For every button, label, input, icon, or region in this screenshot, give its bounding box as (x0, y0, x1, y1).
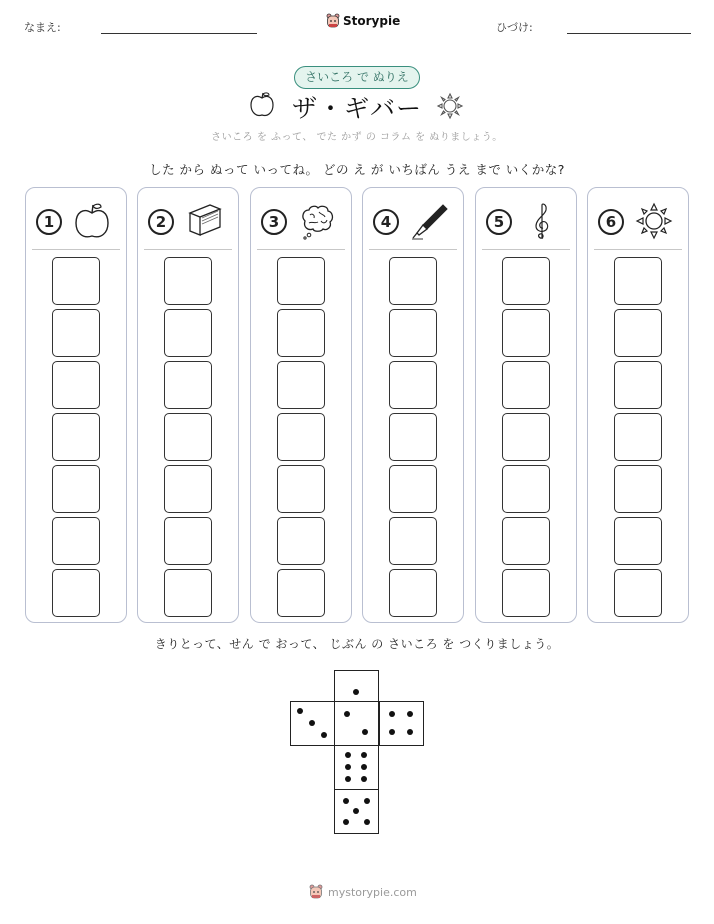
coloring-cell[interactable] (52, 361, 100, 409)
storypie-mascot-icon (326, 13, 340, 29)
coloring-cell[interactable] (502, 517, 550, 565)
column-number: 3 (261, 209, 287, 235)
column-divider (257, 249, 345, 250)
column-divider (482, 249, 570, 250)
column-divider (594, 249, 682, 250)
dice-face-6 (334, 745, 379, 790)
dice-column-3 (250, 187, 352, 623)
coloring-cell[interactable] (502, 257, 550, 305)
dice-pip (389, 729, 395, 735)
coloring-cell[interactable] (389, 257, 437, 305)
storypie-mascot-icon (308, 884, 324, 900)
dice-pip (361, 764, 367, 770)
dice-face-2 (334, 701, 379, 746)
coloring-cell[interactable] (52, 309, 100, 357)
dice-pip (344, 711, 350, 717)
coloring-cell[interactable] (277, 465, 325, 513)
coloring-cell[interactable] (614, 413, 662, 461)
coloring-cell[interactable] (389, 413, 437, 461)
column-header (373, 205, 455, 249)
sun-icon (634, 201, 674, 241)
coloring-cell[interactable] (164, 569, 212, 617)
column-divider (369, 249, 457, 250)
coloring-cell[interactable] (502, 361, 550, 409)
dice-pip (343, 819, 349, 825)
dice-pip (353, 689, 359, 695)
name-line[interactable] (101, 33, 257, 34)
dice-pip (361, 752, 367, 758)
footer (308, 884, 417, 900)
dice-face-5 (334, 789, 379, 834)
coloring-cell[interactable] (164, 413, 212, 461)
coloring-cell[interactable] (502, 465, 550, 513)
coloring-cell[interactable] (164, 517, 212, 565)
column-header (148, 205, 230, 249)
coloring-cell[interactable] (502, 309, 550, 357)
coloring-cell[interactable] (614, 517, 662, 565)
cut-instruction: きりとって、せん で おって、 じぶん の さいころ を つくりましょう。 (154, 637, 560, 651)
coloring-cell[interactable] (277, 309, 325, 357)
column-divider (32, 249, 120, 250)
coloring-cell[interactable] (164, 361, 212, 409)
sun-icon (436, 92, 464, 120)
book-icon (184, 201, 224, 241)
dice-face-3 (290, 701, 335, 746)
brand-logo (326, 13, 400, 29)
dice-pip (407, 711, 413, 717)
brand-name: Storypie (343, 14, 401, 28)
column-header (486, 205, 568, 249)
coloring-cell[interactable] (614, 309, 662, 357)
coloring-cell[interactable] (389, 569, 437, 617)
coloring-cell[interactable] (52, 517, 100, 565)
column-number: 6 (598, 209, 624, 235)
coloring-cell[interactable] (277, 569, 325, 617)
coloring-cell[interactable] (614, 465, 662, 513)
dice-face-4 (379, 701, 424, 746)
coloring-cell[interactable] (614, 257, 662, 305)
coloring-cell[interactable] (52, 413, 100, 461)
dice-pip (353, 808, 359, 814)
coloring-cell[interactable] (277, 361, 325, 409)
coloring-cell[interactable] (389, 309, 437, 357)
coloring-cell[interactable] (277, 257, 325, 305)
coloring-cell[interactable] (164, 257, 212, 305)
coloring-cell[interactable] (52, 569, 100, 617)
dice-pip (345, 776, 351, 782)
apple-icon (72, 201, 112, 241)
dice-pip (343, 798, 349, 804)
name-label: なまえ: (24, 21, 61, 34)
dice-column-1 (25, 187, 127, 623)
coloring-cell[interactable] (277, 413, 325, 461)
column-number: 4 (373, 209, 399, 235)
dice-column-2 (137, 187, 239, 623)
dice-pip (321, 732, 327, 738)
dice-pip (309, 720, 315, 726)
date-label: ひづけ: (496, 21, 533, 34)
dice-pip (364, 798, 370, 804)
dice-pip (345, 764, 351, 770)
dice-column-6 (587, 187, 689, 623)
coloring-cell[interactable] (164, 309, 212, 357)
coloring-cell[interactable] (389, 465, 437, 513)
coloring-cell[interactable] (52, 257, 100, 305)
dice-column-4 (362, 187, 464, 623)
dice-pip (361, 776, 367, 782)
brain-icon (297, 201, 337, 241)
column-header (36, 205, 118, 249)
column-divider (144, 249, 232, 250)
column-header (598, 205, 680, 249)
coloring-cell[interactable] (502, 569, 550, 617)
coloring-cell[interactable] (277, 517, 325, 565)
dice-pip (345, 752, 351, 758)
dice-pip (297, 708, 303, 714)
treble-clef-icon (522, 201, 562, 241)
instruction: した から ぬって いってね。 どの え が いちばん うえ まで いくかな? (149, 162, 565, 177)
page-title: ザ・ギバー (291, 94, 422, 123)
dice-column-5 (475, 187, 577, 623)
coloring-cell[interactable] (614, 569, 662, 617)
coloring-cell[interactable] (164, 465, 212, 513)
coloring-cell[interactable] (52, 465, 100, 513)
subtitle-badge: さいころ で ぬりえ (294, 66, 420, 89)
date-line[interactable] (567, 33, 691, 34)
dice-pip (407, 729, 413, 735)
dice-pip (362, 729, 368, 735)
coloring-cell[interactable] (502, 413, 550, 461)
column-number: 5 (486, 209, 512, 235)
column-number: 1 (36, 209, 62, 235)
column-header (261, 205, 343, 249)
column-number: 2 (148, 209, 174, 235)
description: さいころ を ふって、 でた かず の コラム を ぬりましょう。 (211, 132, 503, 143)
fountain-pen-icon (409, 201, 449, 241)
coloring-cell[interactable] (614, 361, 662, 409)
dice-pip (364, 819, 370, 825)
coloring-cell[interactable] (389, 361, 437, 409)
coloring-cell[interactable] (389, 517, 437, 565)
dice-pip (389, 711, 395, 717)
footer-url: mystorypie.com (328, 885, 417, 899)
